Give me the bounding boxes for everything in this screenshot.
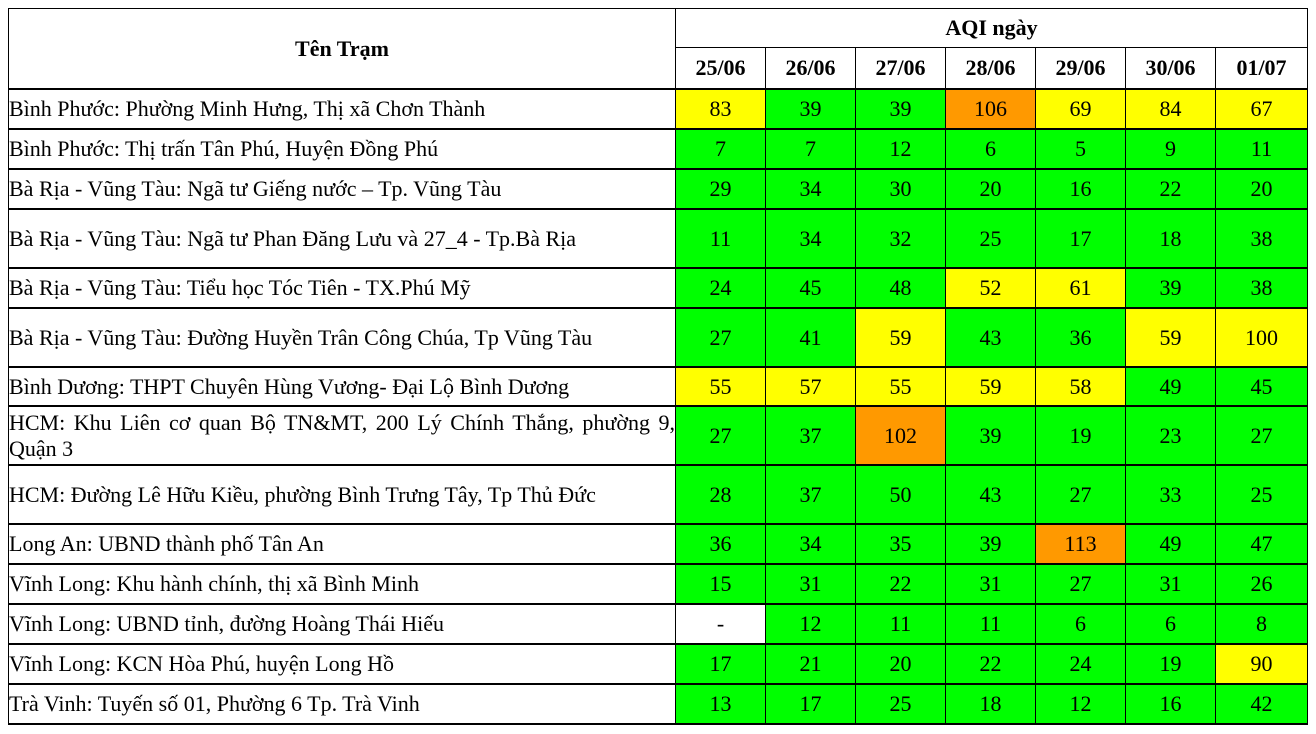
table-row	[9, 89, 1308, 129]
aqi-value-cell: 25	[856, 684, 946, 724]
aqi-value-cell: 12	[1036, 684, 1126, 724]
aqi-value-cell: 11	[676, 209, 766, 268]
table-row	[9, 406, 1308, 465]
aqi-value-cell: 42	[1216, 684, 1308, 724]
aqi-value-cell: 16	[1036, 169, 1126, 209]
aqi-value-cell: 83	[676, 89, 766, 129]
table-row	[9, 564, 1308, 604]
aqi-value-cell: 20	[1216, 169, 1308, 209]
station-name: Bình Phước: Phường Minh Hưng, Thị xã Chơn Thành	[9, 89, 676, 129]
aqi-value-cell: 23	[1126, 406, 1216, 465]
aqi-value-cell: 57	[766, 367, 856, 406]
station-name: HCM: Đường Lê Hữu Kiều, phường Bình Trưng Tây, Tp Thủ Đức	[9, 465, 676, 524]
station-name: Bình Phước: Thị trấn Tân Phú, Huyện Đồng Phú	[9, 129, 676, 169]
station-name: Bà Rịa - Vũng Tàu: Ngã tư Phan Đăng Lưu và 27_4 - Tp.Bà Rịa	[9, 209, 676, 268]
aqi-value-cell: 49	[1126, 524, 1216, 564]
station-name: Bình Dương: THPT Chuyên Hùng Vương- Đại Lộ Bình Dương	[9, 367, 676, 406]
aqi-value-cell: 22	[1126, 169, 1216, 209]
table-row	[9, 367, 1308, 406]
aqi-table	[8, 8, 1308, 725]
table-row	[9, 129, 1308, 169]
aqi-value-cell: 6	[1036, 604, 1126, 644]
aqi-value-cell: 31	[946, 564, 1036, 604]
aqi-value-cell: 24	[676, 268, 766, 308]
aqi-value-cell: 31	[1126, 564, 1216, 604]
table-row	[9, 644, 1308, 684]
station-column-header: Tên Trạm	[9, 9, 676, 90]
table-row	[9, 268, 1308, 308]
date-column-header: 28/06	[946, 48, 1036, 90]
aqi-value-cell: 32	[856, 209, 946, 268]
date-column-header: 30/06	[1126, 48, 1216, 90]
aqi-value-cell: 16	[1126, 684, 1216, 724]
aqi-value-cell: 41	[766, 308, 856, 367]
aqi-value-cell: 69	[1036, 89, 1126, 129]
table-row	[9, 308, 1308, 367]
aqi-value-cell: 25	[1216, 465, 1308, 524]
aqi-value-cell: 59	[946, 367, 1036, 406]
aqi-value-cell: 22	[856, 564, 946, 604]
station-name: Vĩnh Long: UBND tỉnh, đường Hoàng Thái Hiếu	[9, 604, 676, 644]
aqi-value-cell: 22	[946, 644, 1036, 684]
aqi-value-cell: 36	[1036, 308, 1126, 367]
date-column-header: 01/07	[1216, 48, 1308, 90]
aqi-value-cell: 67	[1216, 89, 1308, 129]
aqi-value-cell: 6	[946, 129, 1036, 169]
aqi-value-cell: 7	[766, 129, 856, 169]
aqi-value-cell: 39	[1126, 268, 1216, 308]
aqi-value-cell: 47	[1216, 524, 1308, 564]
aqi-value-cell: 102	[856, 406, 946, 465]
aqi-value-cell: 5	[1036, 129, 1126, 169]
station-name: Bà Rịa - Vũng Tàu: Tiểu học Tóc Tiên - TX.Phú Mỹ	[9, 268, 676, 308]
aqi-value-cell: 27	[1036, 564, 1126, 604]
aqi-value-cell: 36	[676, 524, 766, 564]
aqi-value-cell: 55	[856, 367, 946, 406]
aqi-value-cell: 33	[1126, 465, 1216, 524]
date-column-header: 26/06	[766, 48, 856, 90]
aqi-value-cell: 19	[1126, 644, 1216, 684]
aqi-value-cell: 37	[766, 465, 856, 524]
aqi-value-cell: 43	[946, 308, 1036, 367]
table-body	[9, 89, 1308, 724]
aqi-value-cell: 18	[1126, 209, 1216, 268]
aqi-value-cell: 27	[676, 406, 766, 465]
aqi-value-cell: 34	[766, 524, 856, 564]
aqi-value-cell: 52	[946, 268, 1036, 308]
aqi-value-cell: 50	[856, 465, 946, 524]
aqi-value-cell: 43	[946, 465, 1036, 524]
aqi-value-cell: 39	[856, 89, 946, 129]
aqi-value-cell: 11	[856, 604, 946, 644]
aqi-value-cell: 84	[1126, 89, 1216, 129]
station-name: Bà Rịa - Vũng Tàu: Đường Huyền Trân Công Chúa, Tp Vũng Tàu	[9, 308, 676, 367]
aqi-value-cell: 27	[1216, 406, 1308, 465]
aqi-value-cell: 17	[1036, 209, 1126, 268]
aqi-value-cell: 13	[676, 684, 766, 724]
aqi-value-cell: 34	[766, 169, 856, 209]
station-name: Vĩnh Long: Khu hành chính, thị xã Bình Minh	[9, 564, 676, 604]
aqi-value-cell: 27	[1036, 465, 1126, 524]
aqi-value-cell: 9	[1126, 129, 1216, 169]
aqi-value-cell: 90	[1216, 644, 1308, 684]
aqi-value-cell: 24	[1036, 644, 1126, 684]
aqi-value-cell: 37	[766, 406, 856, 465]
aqi-value-cell: 59	[1126, 308, 1216, 367]
aqi-value-cell: 49	[1126, 367, 1216, 406]
aqi-value-cell: 20	[856, 644, 946, 684]
header-row-group	[9, 9, 1308, 48]
aqi-value-cell: 25	[946, 209, 1036, 268]
aqi-value-cell: 12	[766, 604, 856, 644]
aqi-value-cell: 17	[766, 684, 856, 724]
aqi-value-cell: 45	[1216, 367, 1308, 406]
aqi-value-cell: 6	[1126, 604, 1216, 644]
aqi-value-cell: 15	[676, 564, 766, 604]
aqi-value-cell: 26	[1216, 564, 1308, 604]
station-name: Vĩnh Long: KCN Hòa Phú, huyện Long Hồ	[9, 644, 676, 684]
aqi-value-cell: 113	[1036, 524, 1126, 564]
aqi-value-cell: 31	[766, 564, 856, 604]
aqi-value-cell: 55	[676, 367, 766, 406]
aqi-value-cell: 12	[856, 129, 946, 169]
aqi-value-cell: 100	[1216, 308, 1308, 367]
table-row	[9, 169, 1308, 209]
aqi-value-cell: 48	[856, 268, 946, 308]
date-column-header: 27/06	[856, 48, 946, 90]
aqi-value-cell: 21	[766, 644, 856, 684]
aqi-value-cell: 27	[676, 308, 766, 367]
aqi-value-cell: 30	[856, 169, 946, 209]
table-row	[9, 465, 1308, 524]
date-column-header: 29/06	[1036, 48, 1126, 90]
aqi-value-cell: 38	[1216, 268, 1308, 308]
aqi-value-cell: 20	[946, 169, 1036, 209]
aqi-value-cell: 8	[1216, 604, 1308, 644]
aqi-value-cell: 18	[946, 684, 1036, 724]
aqi-value-cell: 106	[946, 89, 1036, 129]
station-name: Long An: UBND thành phố Tân An	[9, 524, 676, 564]
table-row	[9, 209, 1308, 268]
date-column-header: 25/06	[676, 48, 766, 90]
aqi-value-cell: 28	[676, 465, 766, 524]
aqi-value-cell: 35	[856, 524, 946, 564]
aqi-value-cell: 45	[766, 268, 856, 308]
table-row	[9, 604, 1308, 644]
aqi-value-cell: 29	[676, 169, 766, 209]
aqi-value-cell: 61	[1036, 268, 1126, 308]
aqi-value-cell: 39	[946, 524, 1036, 564]
aqi-value-cell: 11	[946, 604, 1036, 644]
aqi-value-cell: 39	[946, 406, 1036, 465]
table-row	[9, 524, 1308, 564]
station-name: Bà Rịa - Vũng Tàu: Ngã tư Giếng nước – Tp. Vũng Tàu	[9, 169, 676, 209]
table-row	[9, 684, 1308, 724]
aqi-value-cell: 39	[766, 89, 856, 129]
aqi-value-cell: 59	[856, 308, 946, 367]
aqi-value-cell: 19	[1036, 406, 1126, 465]
aqi-value-cell: 38	[1216, 209, 1308, 268]
aqi-value-cell: 17	[676, 644, 766, 684]
aqi-value-cell: -	[676, 604, 766, 644]
aqi-value-cell: 58	[1036, 367, 1126, 406]
station-name: Trà Vinh: Tuyến số 01, Phường 6 Tp. Trà Vinh	[9, 684, 676, 724]
aqi-value-cell: 7	[676, 129, 766, 169]
aqi-value-cell: 34	[766, 209, 856, 268]
station-name: HCM: Khu Liên cơ quan Bộ TN&MT, 200 Lý Chính Thắng, phường 9, Quận 3	[9, 406, 676, 465]
aqi-daily-group-header: AQI ngày	[676, 9, 1308, 48]
aqi-value-cell: 11	[1216, 129, 1308, 169]
